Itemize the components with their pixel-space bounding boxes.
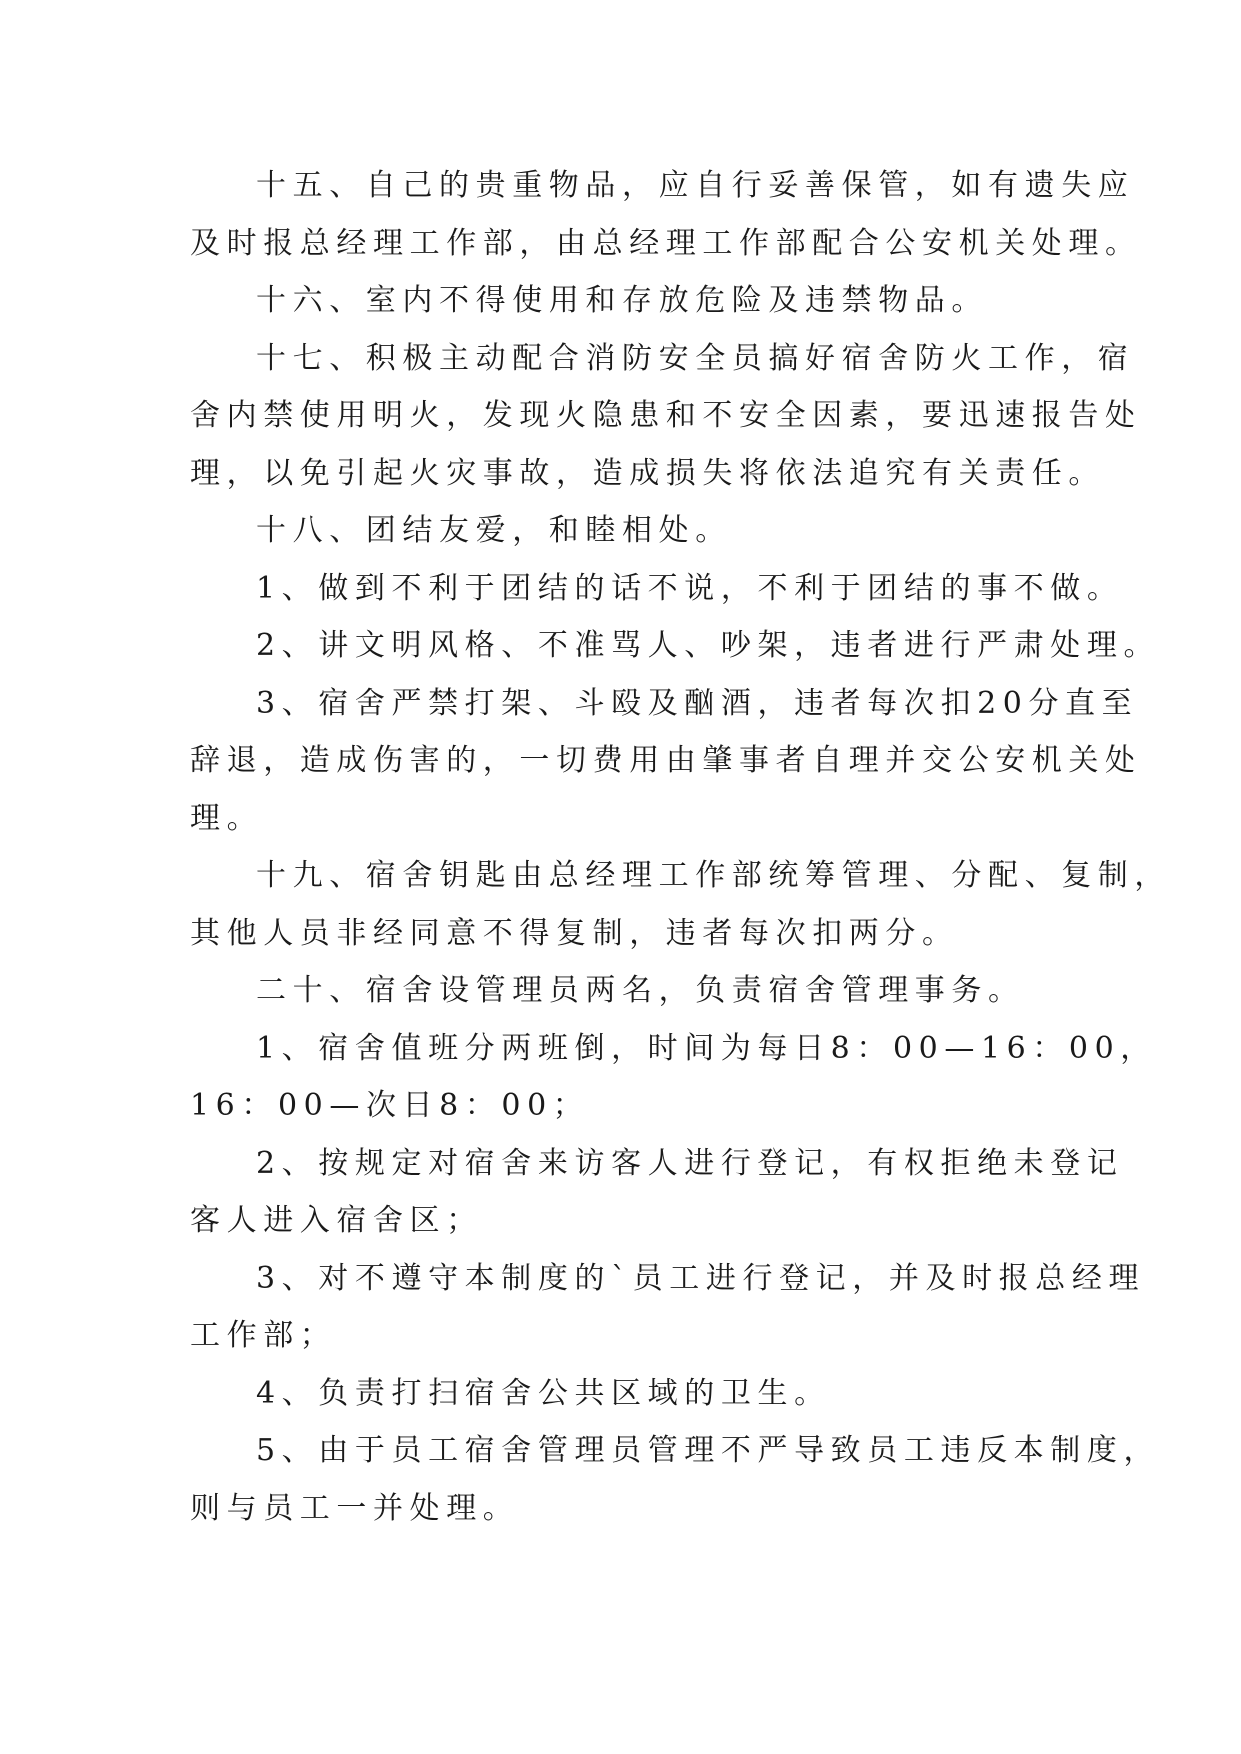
text-line: 4、负责打扫宿舍公共区域的卫生。 [256,1376,831,1411]
text-line: 舍内禁使用明火，发现火隐患和不安全因素，要迅速报告处 [190,398,1142,433]
text-line: 及时报总经理工作部，由总经理工作部配合公安机关处理。 [190,226,1142,261]
text-line: 2、按规定对宿舍来访客人进行登记，有权拒绝未登记 [256,1146,1124,1181]
text-line: 工作部； [190,1318,337,1353]
text-line: 则与员工一并处理。 [190,1491,520,1526]
text-line: 十八、团结友爱，和睦相处。 [256,513,732,548]
text-line: 二十、宿舍设管理员两名，负责宿舍管理事务。 [256,973,1025,1008]
text-line: 理。 [190,801,264,836]
text-line: 辞退，造成伤害的，一切费用由肇事者自理并交公安机关处 [190,743,1142,778]
text-line: 3、对不遵守本制度的`员工进行登记，并及时报总经理 [256,1261,1146,1296]
text-line: 客人进入宿舍区； [190,1203,483,1238]
text-line: 1、做到不利于团结的话不说，不利于团结的事不做。 [256,571,1124,606]
text-line: 5、由于员工宿舍管理员管理不严导致员工违反本制度， [256,1433,1161,1468]
text-line: 十九、宿舍钥匙由总经理工作部统筹管理、分配、复制， [256,858,1171,893]
text-line: 其他人员非经同意不得复制，违者每次扣两分。 [190,916,959,951]
text-line: 理，以免引起火灾事故，造成损失将依法追究有关责任。 [190,456,1105,491]
text-line: 十六、室内不得使用和存放危险及违禁物品。 [256,283,988,318]
text-line: 十五、自己的贵重物品，应自行妥善保管，如有遗失应 [256,168,1135,203]
text-line: 2、讲文明风格、不准骂人、吵架，违者进行严肃处理。 [256,628,1161,663]
text-line: 16：00—次日8：00； [190,1088,590,1123]
text-line: 十七、积极主动配合消防安全员搞好宿舍防火工作，宿 [256,341,1135,376]
text-line: 3、宿舍严禁打架、斗殴及酗酒，违者每次扣20分直至 [256,686,1139,721]
text-line: 1、宿舍值班分两班倒，时间为每日8：00—16：00， [256,1031,1157,1066]
